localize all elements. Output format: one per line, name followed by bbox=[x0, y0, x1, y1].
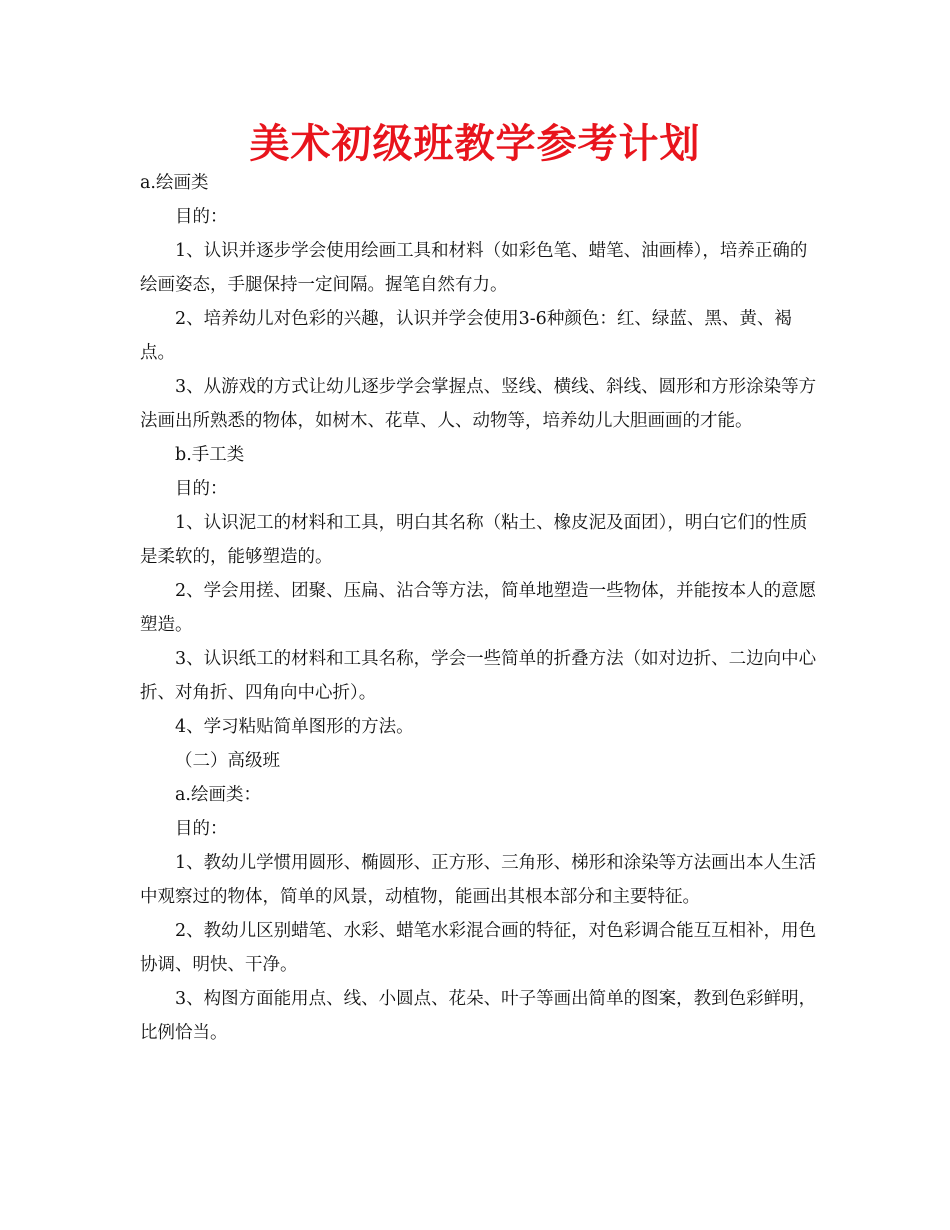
paragraph: 4、学习粘贴简单图形的方法。 bbox=[175, 717, 414, 737]
paragraph: 目的： bbox=[175, 207, 228, 227]
document-body bbox=[140, 166, 820, 1050]
paragraph: 1、认识泥工的材料和工具，明白其名称（粘土、橡皮泥及面团），明白它们的性质是柔软的，能够塑造的。 bbox=[140, 513, 808, 567]
paragraph: 目的： bbox=[175, 479, 228, 499]
paragraph: 2、教幼儿区别蜡笔、水彩、蜡笔水彩混合画的特征，对色彩调合能互互相补，用色协调、明快、干净。 bbox=[140, 921, 817, 975]
document-title: 美术初级班教学参考计划 bbox=[249, 121, 701, 167]
paragraph: a.绘画类 bbox=[140, 173, 209, 193]
paragraph: 3、认识纸工的材料和工具名称，学会一些简单的折叠方法（如对边折、二边向中心折、对角折、四角向中心折）。 bbox=[140, 649, 817, 703]
paragraph: 2、学会用搓、团聚、压扁、沾合等方法，简单地塑造一些物体，并能按本人的意愿塑造。 bbox=[140, 581, 817, 635]
paragraph: 3、构图方面能用点、线、小圆点、花朵、叶子等画出简单的图案，教到色彩鲜明，比例恰当。 bbox=[140, 989, 817, 1043]
paragraph: b.手工类 bbox=[175, 445, 245, 465]
paragraph: 1、教幼儿学惯用圆形、椭圆形、正方形、三角形、梯形和涂染等方法画出本人生活中观察过的物体，简单的风景，动植物，能画出其根本部分和主要特征。 bbox=[140, 853, 817, 907]
paragraph: 1、认识并逐步学会使用绘画工具和材料（如彩色笔、蜡笔、油画棒），培养正确的绘画姿态，手腿保持一定间隔。握笔自然有力。 bbox=[140, 241, 808, 295]
paragraph: 2、培养幼儿对色彩的兴趣，认识并学会使用3-6种颜色：红、绿蓝、黑、黄、褐点。 bbox=[140, 309, 792, 363]
paragraph: a.绘画类： bbox=[175, 785, 261, 805]
paragraph: （二）高级班 bbox=[175, 751, 280, 771]
paragraph: 3、从游戏的方式让幼儿逐步学会掌握点、竖线、横线、斜线、圆形和方形涂染等方法画出所熟悉的物体，如树木、花草、人、动物等，培养幼儿大胆画画的才能。 bbox=[140, 377, 817, 431]
paragraph: 目的： bbox=[175, 819, 228, 839]
